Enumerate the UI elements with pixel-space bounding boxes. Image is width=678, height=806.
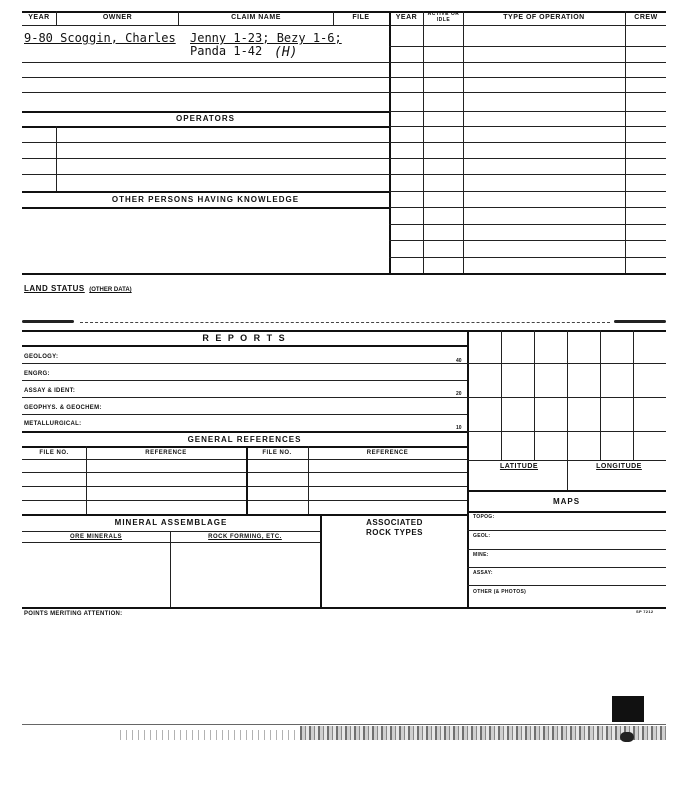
gr-col-file-no-2: FILE NO.: [262, 450, 292, 456]
gr-col-file-no: FILE NO.: [39, 450, 69, 456]
report-num-metallurgical: 10: [456, 425, 462, 431]
longitude-label: LONGITUDE: [596, 463, 642, 470]
mineral-assemblage-title: MINERAL ASSEMBLAGE: [114, 518, 228, 527]
maps-row-geol: GEOL:: [473, 533, 491, 539]
header-year: YEAR: [28, 14, 50, 21]
report-row-geophys: GEOPHYS. & GEOCHEM:: [24, 405, 102, 411]
header-file: FILE: [352, 14, 370, 21]
general-references-title: GENERAL REFERENCES: [187, 435, 302, 444]
land-status-title: LAND STATUS: [24, 284, 85, 293]
gr-col-reference: REFERENCE: [145, 450, 187, 456]
entry-claim-line-2: Panda 1-42: [190, 44, 263, 58]
header-owner: OWNER: [102, 14, 133, 21]
entry-claim-line-1: Jenny 1-23; Bezy 1-6;: [190, 31, 342, 45]
report-row-geology: GEOLOGY:: [24, 354, 59, 360]
maps-row-topog: TOPOG:: [473, 514, 495, 520]
operators-title: OPERATORS: [176, 114, 235, 123]
report-row-engrg: ENGRG:: [24, 371, 50, 377]
header-type-of-operation: TYPE OF OPERATION: [503, 14, 585, 21]
latitude-label: LATITUDE: [499, 463, 539, 470]
maps-row-assay: ASSAY:: [473, 570, 493, 576]
maps-title: MAPS: [552, 497, 581, 506]
form-code: SP 7212: [636, 609, 654, 614]
col-ore-minerals: ORE MINERALS: [69, 534, 122, 540]
land-status-subtitle: (OTHER DATA): [89, 287, 132, 293]
reports-title: R E P O R T S: [202, 333, 287, 343]
report-num-geology: 40: [456, 358, 462, 364]
land-status: [24, 278, 132, 296]
entry-claim-initials: (H): [274, 45, 298, 60]
maps-row-other: OTHER (& PHOTOS): [473, 589, 527, 595]
report-num-assay: 20: [456, 391, 462, 397]
col-rock-forming: ROCK FORMING, ETC.: [208, 534, 282, 540]
report-row-assay: ASSAY & IDENT:: [24, 388, 76, 394]
other-persons-title: OTHER PERSONS HAVING KNOWLEDGE: [111, 195, 300, 204]
gr-col-reference-2: REFERENCE: [366, 450, 409, 456]
entry-year-owner: 9-80 Scoggin, Charles: [24, 31, 176, 45]
header-year-2: YEAR: [395, 14, 418, 21]
header-claim-name: CLAIM NAME: [231, 14, 281, 21]
associated-rock-line-1: ASSOCIATED: [366, 518, 423, 527]
header-crew: CREW: [634, 14, 658, 21]
report-row-metallurgical: METALLURGICAL:: [24, 421, 82, 427]
maps-row-mine: MINE:: [473, 552, 489, 558]
associated-rock-line-2: ROCK TYPES: [365, 528, 423, 537]
points-meriting-attention: POINTS MERITING ATTENTION:: [24, 611, 123, 617]
header-active-or-idle: ACTIVE OR IDLE: [427, 11, 460, 23]
